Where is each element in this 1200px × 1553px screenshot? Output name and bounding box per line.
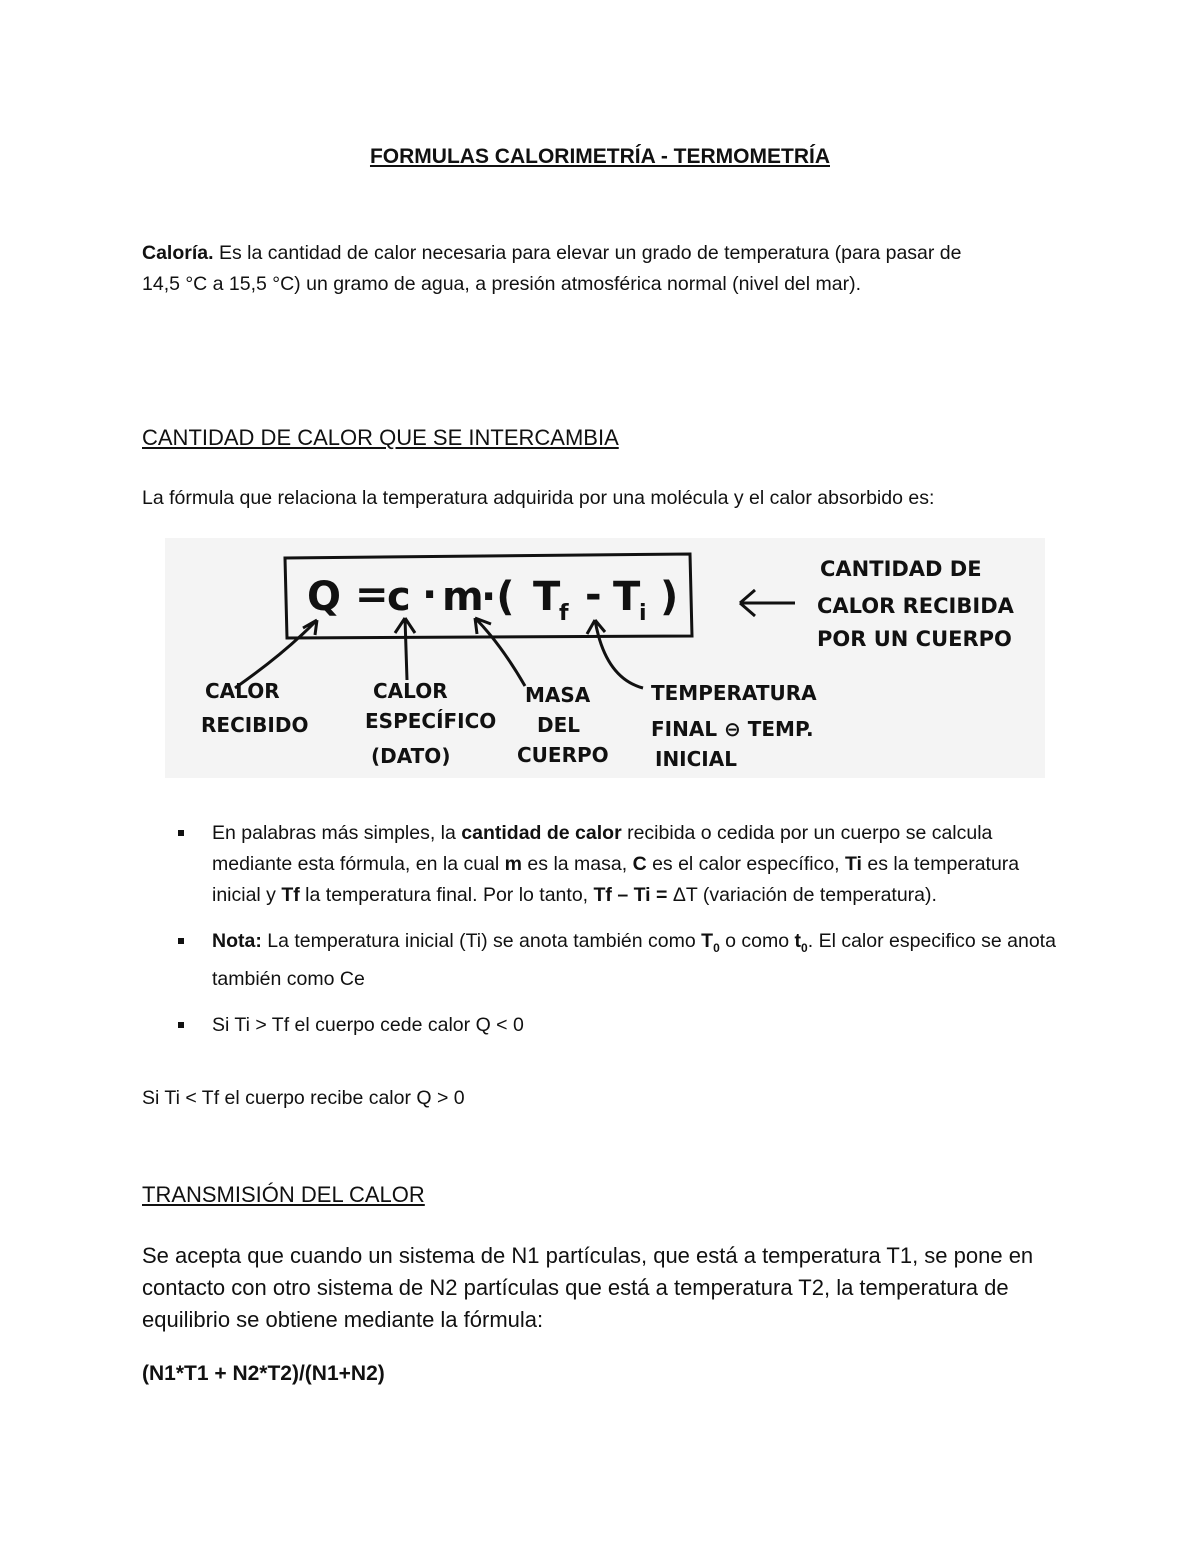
caloria-line2: 14,5 °C a 15,5 °C) un gramo de agua, a presión atmosférica normal (nivel del mar). [142, 273, 862, 295]
b2-sub-0-b: 0 [801, 940, 808, 955]
b1-text-6: la temperatura final. Por lo tanto, [299, 884, 594, 906]
formula-diagram [165, 538, 1045, 778]
b2-sub-0-a: 0 [713, 940, 720, 955]
formula-t2: T [613, 574, 641, 620]
formula-minus: - [585, 572, 602, 618]
formula-dot-1: · [422, 572, 438, 618]
label-t-line-3: INICIAL [655, 747, 737, 771]
label-m-line-2: DEL [537, 713, 581, 737]
b1-bold-diff: Tf – Ti = [593, 884, 673, 906]
b1-text-4: es el calor específico, [646, 853, 845, 875]
bullet-marker [178, 830, 184, 836]
caloria-line1: Es la cantidad de calor necesaria para elevar un grado de temperatura (para pasar de [213, 242, 962, 264]
formula-q: Q [307, 574, 342, 620]
b3-text: Si Ti > Tf el cuerpo cede calor Q < 0 [212, 1013, 524, 1036]
bullet-item-1 [172, 818, 1072, 911]
section-intro: La fórmula que relaciona la temperatura adquirida por una molécula y el calor absorbido es: [142, 487, 935, 509]
line-after-bullets: Si Ti < Tf el cuerpo recibe calor Q > 0 [142, 1087, 465, 1109]
formula-close-paren: ) [660, 574, 679, 620]
b1-bold-cantidad: cantidad de calor [461, 822, 622, 844]
page-title: FORMULAS CALORIMETRÍA - TERMOMETRÍA [369, 145, 830, 168]
formula-dot-paren: ·( [481, 574, 515, 620]
formula-t: T [533, 574, 561, 620]
formula-text [307, 572, 678, 626]
right-label-line-1: CANTIDAD DE [820, 557, 982, 581]
label-m-line-3: CUERPO [517, 743, 609, 767]
bullet-marker [178, 1022, 184, 1028]
label-c-line-1: CALOR [373, 679, 448, 703]
b1-text-1: En palabras más simples, la [212, 822, 462, 844]
b2-bold-nota: Nota: [212, 930, 262, 952]
label-q-line-2: RECIBIDO [201, 713, 309, 737]
bullet-list [172, 818, 1072, 1056]
label-m-line-1: MASA [525, 683, 591, 707]
right-label-line-2: CALOR RECIBIDA [817, 594, 1014, 618]
formula-m: m [442, 574, 484, 620]
equilibrium-formula: (N1*T1 + N2*T2)/(N1+N2) [142, 1362, 385, 1385]
caloria-term: Caloría. [142, 242, 214, 264]
b1-bold-ti: Ti [845, 853, 862, 875]
formula-sub-i: i [639, 601, 647, 626]
formula-sub-f: f [559, 601, 569, 626]
label-c-line-3: (DATO) [371, 744, 451, 768]
bullet-marker [178, 938, 184, 944]
formula-c: c [387, 574, 411, 620]
transmision-text: Se acepta que cuando un sistema de N1 partículas, que está a temperatura T1, se pone en contacto con otro sistema de N2 partículas que está a temperatura T2, la temperatura de equilibrio se obtiene mediante la fórmula: [142, 1243, 1034, 1332]
b2-text-1: La temperatura inicial (Ti) se anota también como [261, 930, 702, 952]
b2-bold-t: T [701, 930, 714, 952]
bullet-item-3 [172, 1010, 1072, 1041]
bullet-item-2 [172, 926, 1072, 995]
label-q-line-1: CALOR [205, 679, 280, 703]
right-label-line-3: POR UN CUERPO [817, 627, 1012, 651]
b1-text-7: (variación de temperatura). [697, 884, 937, 906]
formula-equals: = [355, 572, 389, 618]
b1-bold-m: m [504, 853, 523, 875]
section-heading-cantidad: CANTIDAD DE CALOR QUE SE INTERCAMBIA [142, 425, 619, 450]
label-t-line-1: TEMPERATURA [651, 681, 817, 705]
b2-bold-t-lower: t [794, 930, 802, 952]
b2-text-3: . El calor especifico se anota también como Ce [212, 930, 1056, 990]
b2-text-2: o como [719, 930, 795, 952]
b1-text-3: es la masa, [522, 853, 633, 875]
b1-bold-c: C [632, 853, 647, 875]
label-t-line-2: FINAL ⊖ TEMP. [651, 717, 814, 741]
b1-bold-tf: Tf [281, 884, 300, 906]
b1-text-2: recibida o cedida por un cuerpo se calcula mediante esta fórmula, en la cual [212, 822, 993, 875]
caloria-definition [142, 238, 1082, 300]
b1-delta-t: ΔT [672, 884, 698, 906]
b1-text-5: es la temperatura inicial y [212, 853, 1020, 906]
label-c-line-2: ESPECÍFICO [365, 709, 497, 733]
section-heading-transmision: TRANSMISIÓN DEL CALOR [142, 1182, 425, 1207]
